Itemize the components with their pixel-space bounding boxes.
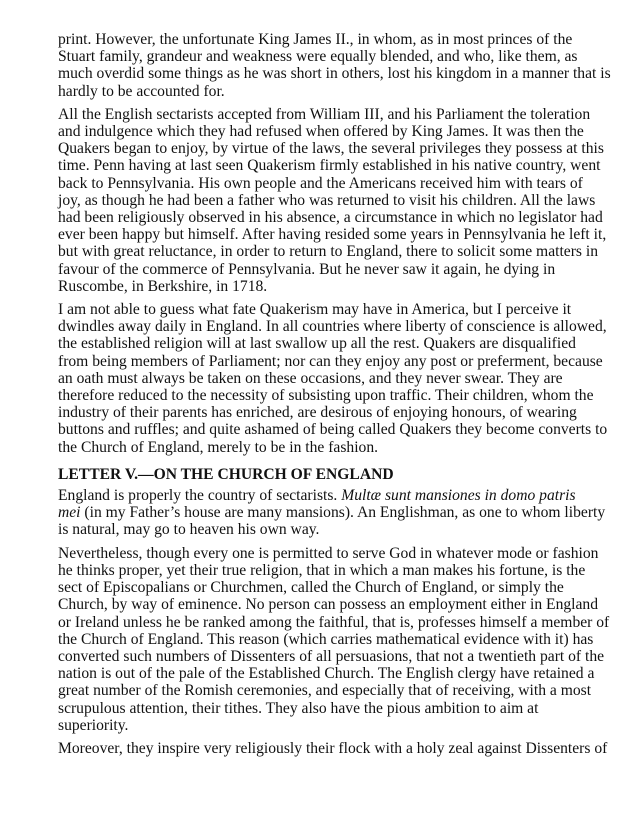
- text-line: or Ireland unless he be ranked among the faithful, that is, professes himself a member of: [58, 613, 610, 631]
- latin-quote: mei: [58, 504, 81, 522]
- text-line: hardly to be accounted for.: [58, 82, 225, 100]
- text-line: much overdid some things as he was short in others, lost his kingdom in a manner that is: [58, 65, 611, 83]
- text-line: an oath must always be taken on these occasions, and they never swear. They are: [58, 369, 563, 387]
- text-line: favour of the commerce of Pennsylvania. But he never saw it again, he dying in: [58, 260, 556, 278]
- latin-quote: Multæ sunt mansiones in domo patris: [341, 487, 576, 505]
- text-line: dwindles away daily in England. In all countries where liberty of conscience is allowed,: [58, 318, 607, 336]
- text-line: therefore reduced to the necessity of subsisting upon traffic. Their children, whom the: [58, 387, 594, 405]
- text-line: Nevertheless, though every one is permitted to serve God in whatever mode or fashion: [58, 544, 599, 562]
- text-line: had been religiously observed in his absence, a circumstance in which no legislator had: [58, 209, 603, 227]
- text-line: joy, as though he had been a father who was returned to visit his children. All the laws: [58, 191, 596, 209]
- text-line: time. Penn having at last seen Quakerism firmly established in his native country, went: [58, 157, 601, 175]
- text-line: [58, 487, 598, 504]
- text-line: Quakers began to enjoy, by virtue of the laws, the several privileges they possess at this: [58, 140, 604, 158]
- text-line: sect of Episcopalians or Churchmen, called the Church of England, or simply the: [58, 579, 564, 597]
- paragraph-5: [58, 544, 610, 734]
- text-line: Moreover, they inspire very religiously their flock with a holy zeal against Dissenters of: [58, 739, 608, 757]
- text-line: nation is out of the pale of the Established Church. The English clergy have retained a: [58, 665, 595, 683]
- text-line: back to Pennsylvania. His own people and the Americans received him with tears of: [58, 174, 583, 192]
- text-run: England is properly the country of sectarists.: [58, 487, 342, 505]
- text-line: from being members of Parliament; nor can they enjoy any post or preferment, because: [58, 352, 603, 370]
- text-line: All the English sectarists accepted from William III, and his Parliament the toleration: [58, 105, 591, 123]
- text-line: great number of the Romish ceremonies, and especially that of receiving, with a most: [58, 682, 592, 700]
- text-line: Stuart family, grandeur and weakness were equally blended, and who, like them, as: [58, 48, 578, 66]
- text-line: buttons and ruffles; and quite ashamed of being called Quakers they become converts to: [58, 421, 608, 439]
- text-line: [58, 504, 606, 522]
- section-heading: LETTER V.—ON THE CHURCH OF ENGLAND: [58, 465, 394, 483]
- text-line: industry of their parents has enriched, are desirous of enjoying honours, of wearing: [58, 404, 577, 422]
- paragraph-4: [58, 487, 606, 539]
- text-line: and indulgence which they had refused when offered by King James. It was then the: [58, 123, 584, 141]
- paragraph-6: [58, 739, 608, 757]
- text-line: the Church of England. This reason (which carries mathematical evidence with it) has: [58, 630, 594, 648]
- text-line: is natural, may go to heaven his own way.: [58, 521, 320, 539]
- text-line: ever been happy but himself. After having resided some years in Pennsylvania he left it,: [58, 226, 607, 244]
- paragraph-1: [58, 31, 611, 100]
- text-line: the established religion will at last swallow up all the rest. Quakers are disqualified: [58, 335, 576, 353]
- text-line: Ruscombe, in Berkshire, in 1718.: [58, 277, 268, 295]
- text-line: superiority.: [58, 716, 129, 734]
- text-line: but with great reluctance, in order to return to England, there to solicit some matters in: [58, 243, 598, 261]
- paragraph-2: [58, 105, 607, 295]
- text-line: print. However, the unfortunate King James II., in whom, as in most princes of the: [58, 31, 573, 48]
- text-line: Church, by way of eminence. No person can possess an employment either in England: [58, 596, 599, 614]
- paragraph-3: [58, 301, 608, 456]
- text-run: (in my Father’s house are many mansions). An Englishman, as one to whom liberty: [80, 504, 606, 522]
- text-line: converted such numbers of Dissenters of all persuasions, that not a twentieth part of the: [58, 647, 605, 665]
- text-line: the Church of England, merely to be in the fashion.: [58, 438, 379, 456]
- text-line: he thinks proper, yet their true religion, that in which a man makes his fortune, is the: [58, 561, 586, 579]
- text-line: I am not able to guess what fate Quakerism may have in America, but I perceive it: [58, 301, 572, 319]
- text-line: scrupulous attention, their tithes. They also have the pious ambition to aim at: [58, 699, 539, 717]
